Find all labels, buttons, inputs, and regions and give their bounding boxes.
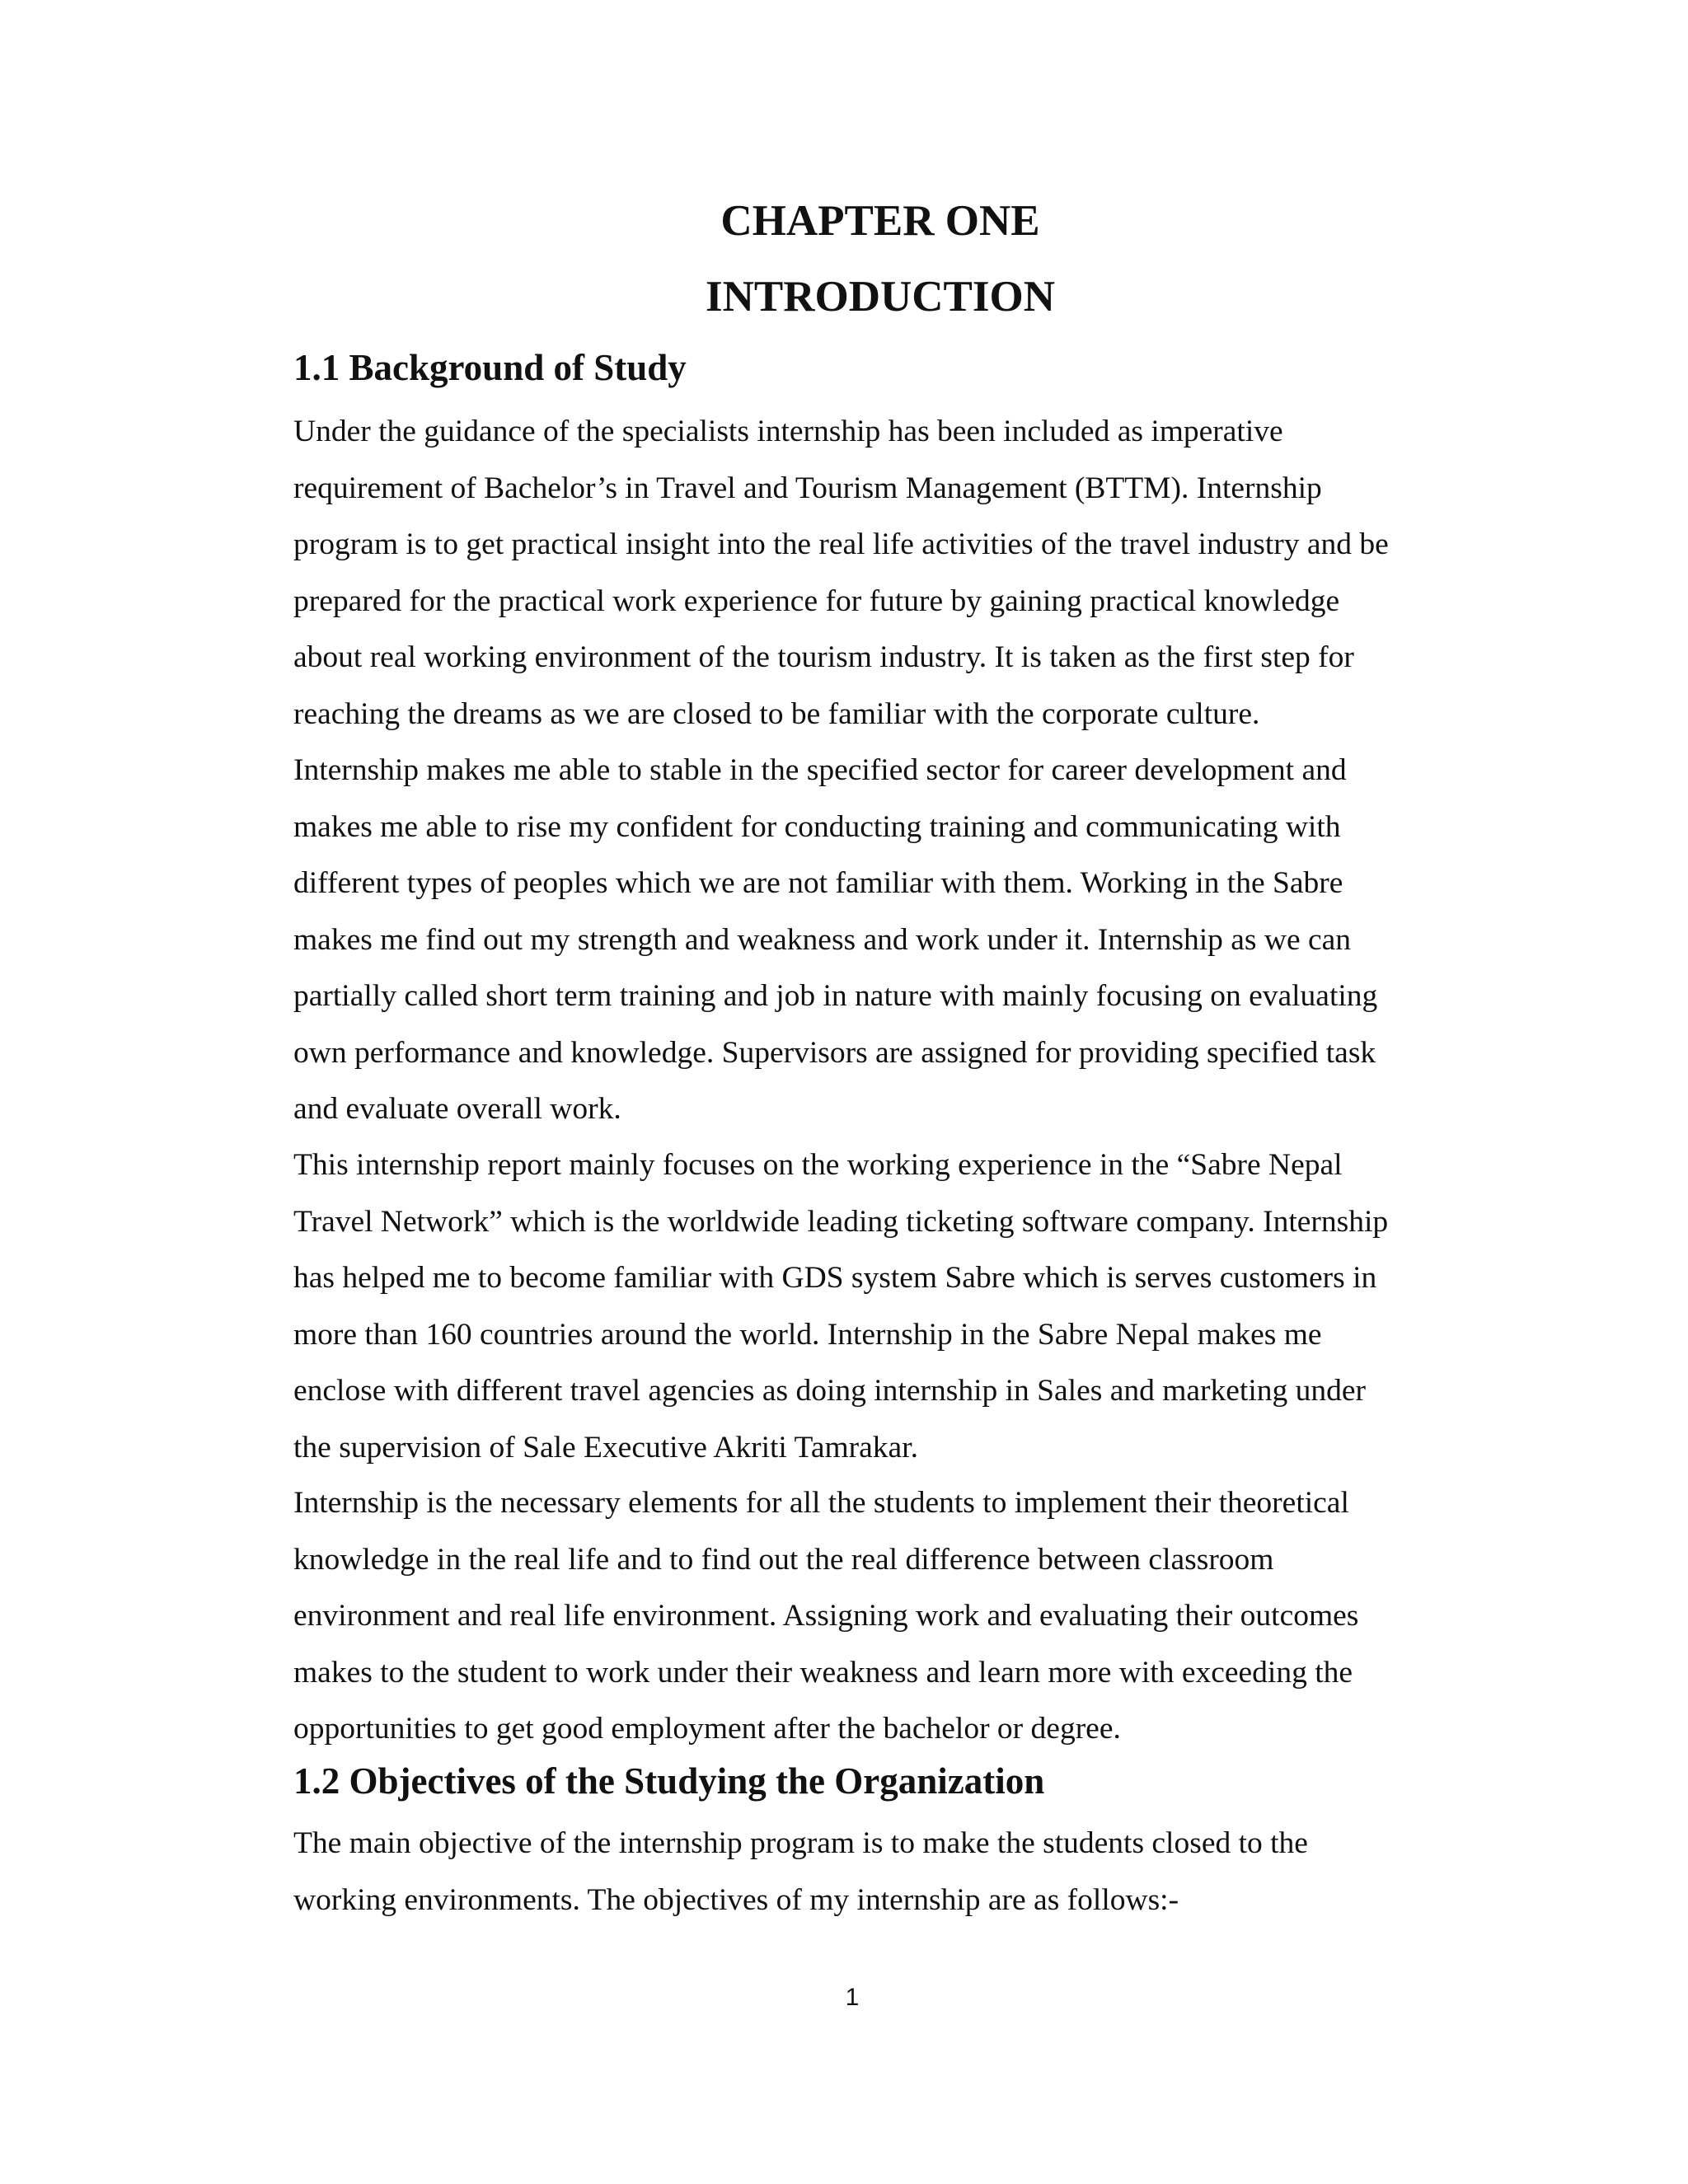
paragraph-line: Internship is the necessary elements for all the students to implement their theoretical	[293, 1486, 1349, 1520]
chapter-title: INTRODUCTION	[705, 273, 1056, 321]
page-number: 1	[845, 1984, 860, 2011]
paragraph-background-2	[293, 1137, 1464, 1476]
paragraph-background-3	[293, 1475, 1464, 1758]
paragraph-line: about real working environment of the tourism industry. It is taken as the first step for	[293, 640, 1354, 674]
paragraph-line: Internship makes me able to stable in the specified sector for career development and	[293, 753, 1347, 787]
paragraph-line: working environments. The objectives of my internship are as follows:-	[293, 1882, 1179, 1917]
paragraph-line: This internship report mainly focuses on the working experience in the “Sabre Nepal	[293, 1148, 1343, 1182]
paragraph-line: opportunities to get good employment after the bachelor or degree.	[293, 1712, 1121, 1746]
paragraph-line: different types of peoples which we are not familiar with them. Working in the Sabre	[293, 866, 1343, 900]
paragraph-line: reaching the dreams as we are closed to be familiar with the corporate culture.	[293, 696, 1260, 731]
paragraph-line: makes me able to rise my confident for conducting training and communicating with	[293, 809, 1341, 844]
paragraph-line: environment and real life environment. Assigning work and evaluating their outcomes	[293, 1599, 1359, 1633]
section-heading-objectives: 1.2 Objectives of the Studying the Organization	[293, 1760, 1045, 1802]
paragraph-line: enclose with different travel agencies as doing internship in Sales and marketing under	[293, 1374, 1367, 1408]
paragraph-line: prepared for the practical work experience for future by gaining practical knowledge	[293, 583, 1340, 618]
paragraph-line: own performance and knowledge. Supervisors are assigned for providing specified task	[293, 1035, 1376, 1070]
paragraph-line: knowledge in the real life and to find out the real difference between classroom	[293, 1542, 1274, 1577]
paragraph-line: Under the guidance of the specialists internship has been included as imperative	[293, 415, 1283, 448]
paragraph-objectives-1	[293, 1816, 1464, 1929]
paragraph-line: has helped me to become familiar with GDS system Sabre which is serves customers in	[293, 1261, 1377, 1295]
paragraph-line: requirement of Bachelor’s in Travel and Tourism Management (BTTM). Internship	[293, 471, 1322, 505]
paragraph-background-1	[293, 404, 1464, 1138]
paragraph-line: The main objective of the internship program is to make the students closed to the	[293, 1826, 1308, 1860]
paragraph-line: makes to the student to work under their weakness and learn more with exceeding the	[293, 1655, 1353, 1690]
paragraph-line: more than 160 countries around the world. Internship in the Sabre Nepal makes me	[293, 1317, 1322, 1352]
section-heading-background: 1.1 Background of Study	[293, 347, 687, 388]
paragraph-line: the supervision of Sale Executive Akriti Tamrakar.	[293, 1430, 918, 1465]
paragraph-line: program is to get practical insight into the real life activities of the travel industry and be	[293, 527, 1389, 561]
paragraph-line: makes me find out my strength and weakness and work under it. Internship as we can	[293, 922, 1352, 957]
chapter-number: CHAPTER ONE	[720, 197, 1040, 245]
paragraph-line: and evaluate overall work.	[293, 1092, 621, 1126]
paragraph-line: Travel Network” which is the worldwide leading ticketing software company. Internship	[293, 1204, 1389, 1239]
paragraph-line: partially called short term training and job in nature with mainly focusing on evaluating	[293, 979, 1378, 1013]
